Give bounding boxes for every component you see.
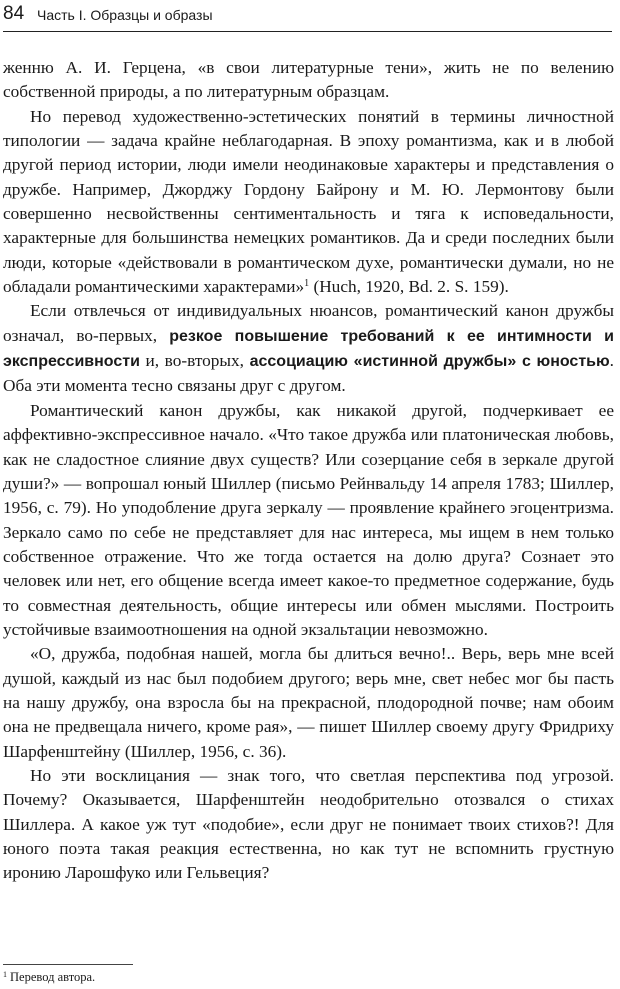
- paragraph-6: Но эти восклицания — знак того, что светлая перспектива под угрозой. Почему? Оказывается, Шарфенштейн неодобрительно отозвался о стихах Шиллера. А какое уж тут «подобие», если друг не понимает твоих стихов?! Для юного поэта такая реакция естественна, но как тут не вспомнить грустную иронию Ларошфуко или Гельвеция?: [3, 765, 614, 883]
- footnote-text: Перевод автора.: [10, 970, 96, 984]
- page-number: 84: [3, 3, 25, 24]
- header-rule: [3, 31, 612, 32]
- page-header: [3, 2, 613, 30]
- paragraph-2: [3, 105, 614, 300]
- paragraph-3-text-b: и, во-вторых,: [139, 351, 250, 371]
- emphasis-intimacy: резкое повышение требований к ее интимности и экспрессивности: [3, 327, 614, 371]
- emphasis-youth: ассоциацию «истинной дружбы» с юностью: [249, 353, 610, 371]
- footnote-marker: 1: [3, 970, 7, 979]
- footnote: [3, 966, 95, 986]
- paragraph-4: Романтический канон дружбы, как никакой другой, подчеркивает ее аффективно-экспрессивное начало. «Что такое дружба или платоническая любовь, как не сладостное слияние двух существ? Или созерцание себя в зеркале другой души?» — вопрошал юный Шиллер (письмо Рейнвальду 14 апреля 1783; Шиллер, 1956, с. 79). Но уподобление друга зеркалу — проявление крайнего эгоцентризма. Зеркало само по себе не представляет для нас интереса, мы ищем в нем только собственное отражение. Что же тогда остается на долю друга? Сознает это человек или нет, его общение всегда имеет какое-то предметное содержание, будь то совместная деятельность, общие интересы или обмен мыслями. Построить устойчивые взаимоотношения на одной экзальтации невозможно.: [3, 400, 614, 639]
- paragraph-2-citation: (Huch, 1920, Bd. 2. S. 159).: [309, 277, 509, 297]
- paragraph-5: «О, дружба, подобная нашей, могла бы длиться вечно!.. Верь, верь мне всей душой, каждый из нас был подобием другого; верь мне, свет небес мог бы пасть на нашу дружбу, она взросла бы на прекрасной, плодородной почве; нам обоим она не предвещала ничего, кроме рая», — пишет Шиллер своему другу Фридриху Шарфенштейну (Шиллер, 1956, с. 36).: [3, 644, 614, 761]
- footnote-rule: [3, 964, 133, 965]
- running-head: Часть I. Образцы и образы: [37, 7, 213, 23]
- paragraph-3-text-c: . Оба эти момента тесно связаны друг с другом.: [3, 351, 614, 396]
- paragraph-3-text-a: Если отвлечься от индивидуальных нюансов, романтический канон дружбы означал, во-первых,: [3, 301, 614, 345]
- body-text: [3, 56, 614, 886]
- paragraph-3: [3, 299, 614, 398]
- paragraph-2-text: Но перевод художественно-эстетических понятий в термины личностной типологии — задача крайне неблагодарная. В эпоху романтизма, как и в любой другой период истории, люди имели неодинаковые характеры и представления о дружбе. Например, Джорджу Гордону Байрону и М. Ю. Лермонтову были совершенно несвойственны сентиментальность и тяга к исповедальности, характерные для большинства немецких романтиков. Да и среди последних были люди, которые «действовали в романтическом духе, романтически думали, но не обладали романтическими характерами»: [3, 106, 614, 297]
- footnote-reference: 1: [304, 278, 310, 290]
- paragraph-1: женню А. И. Герцена, «в свои литературные тени», жить не по велению собственной природы, а по литературным образцам.: [3, 58, 614, 102]
